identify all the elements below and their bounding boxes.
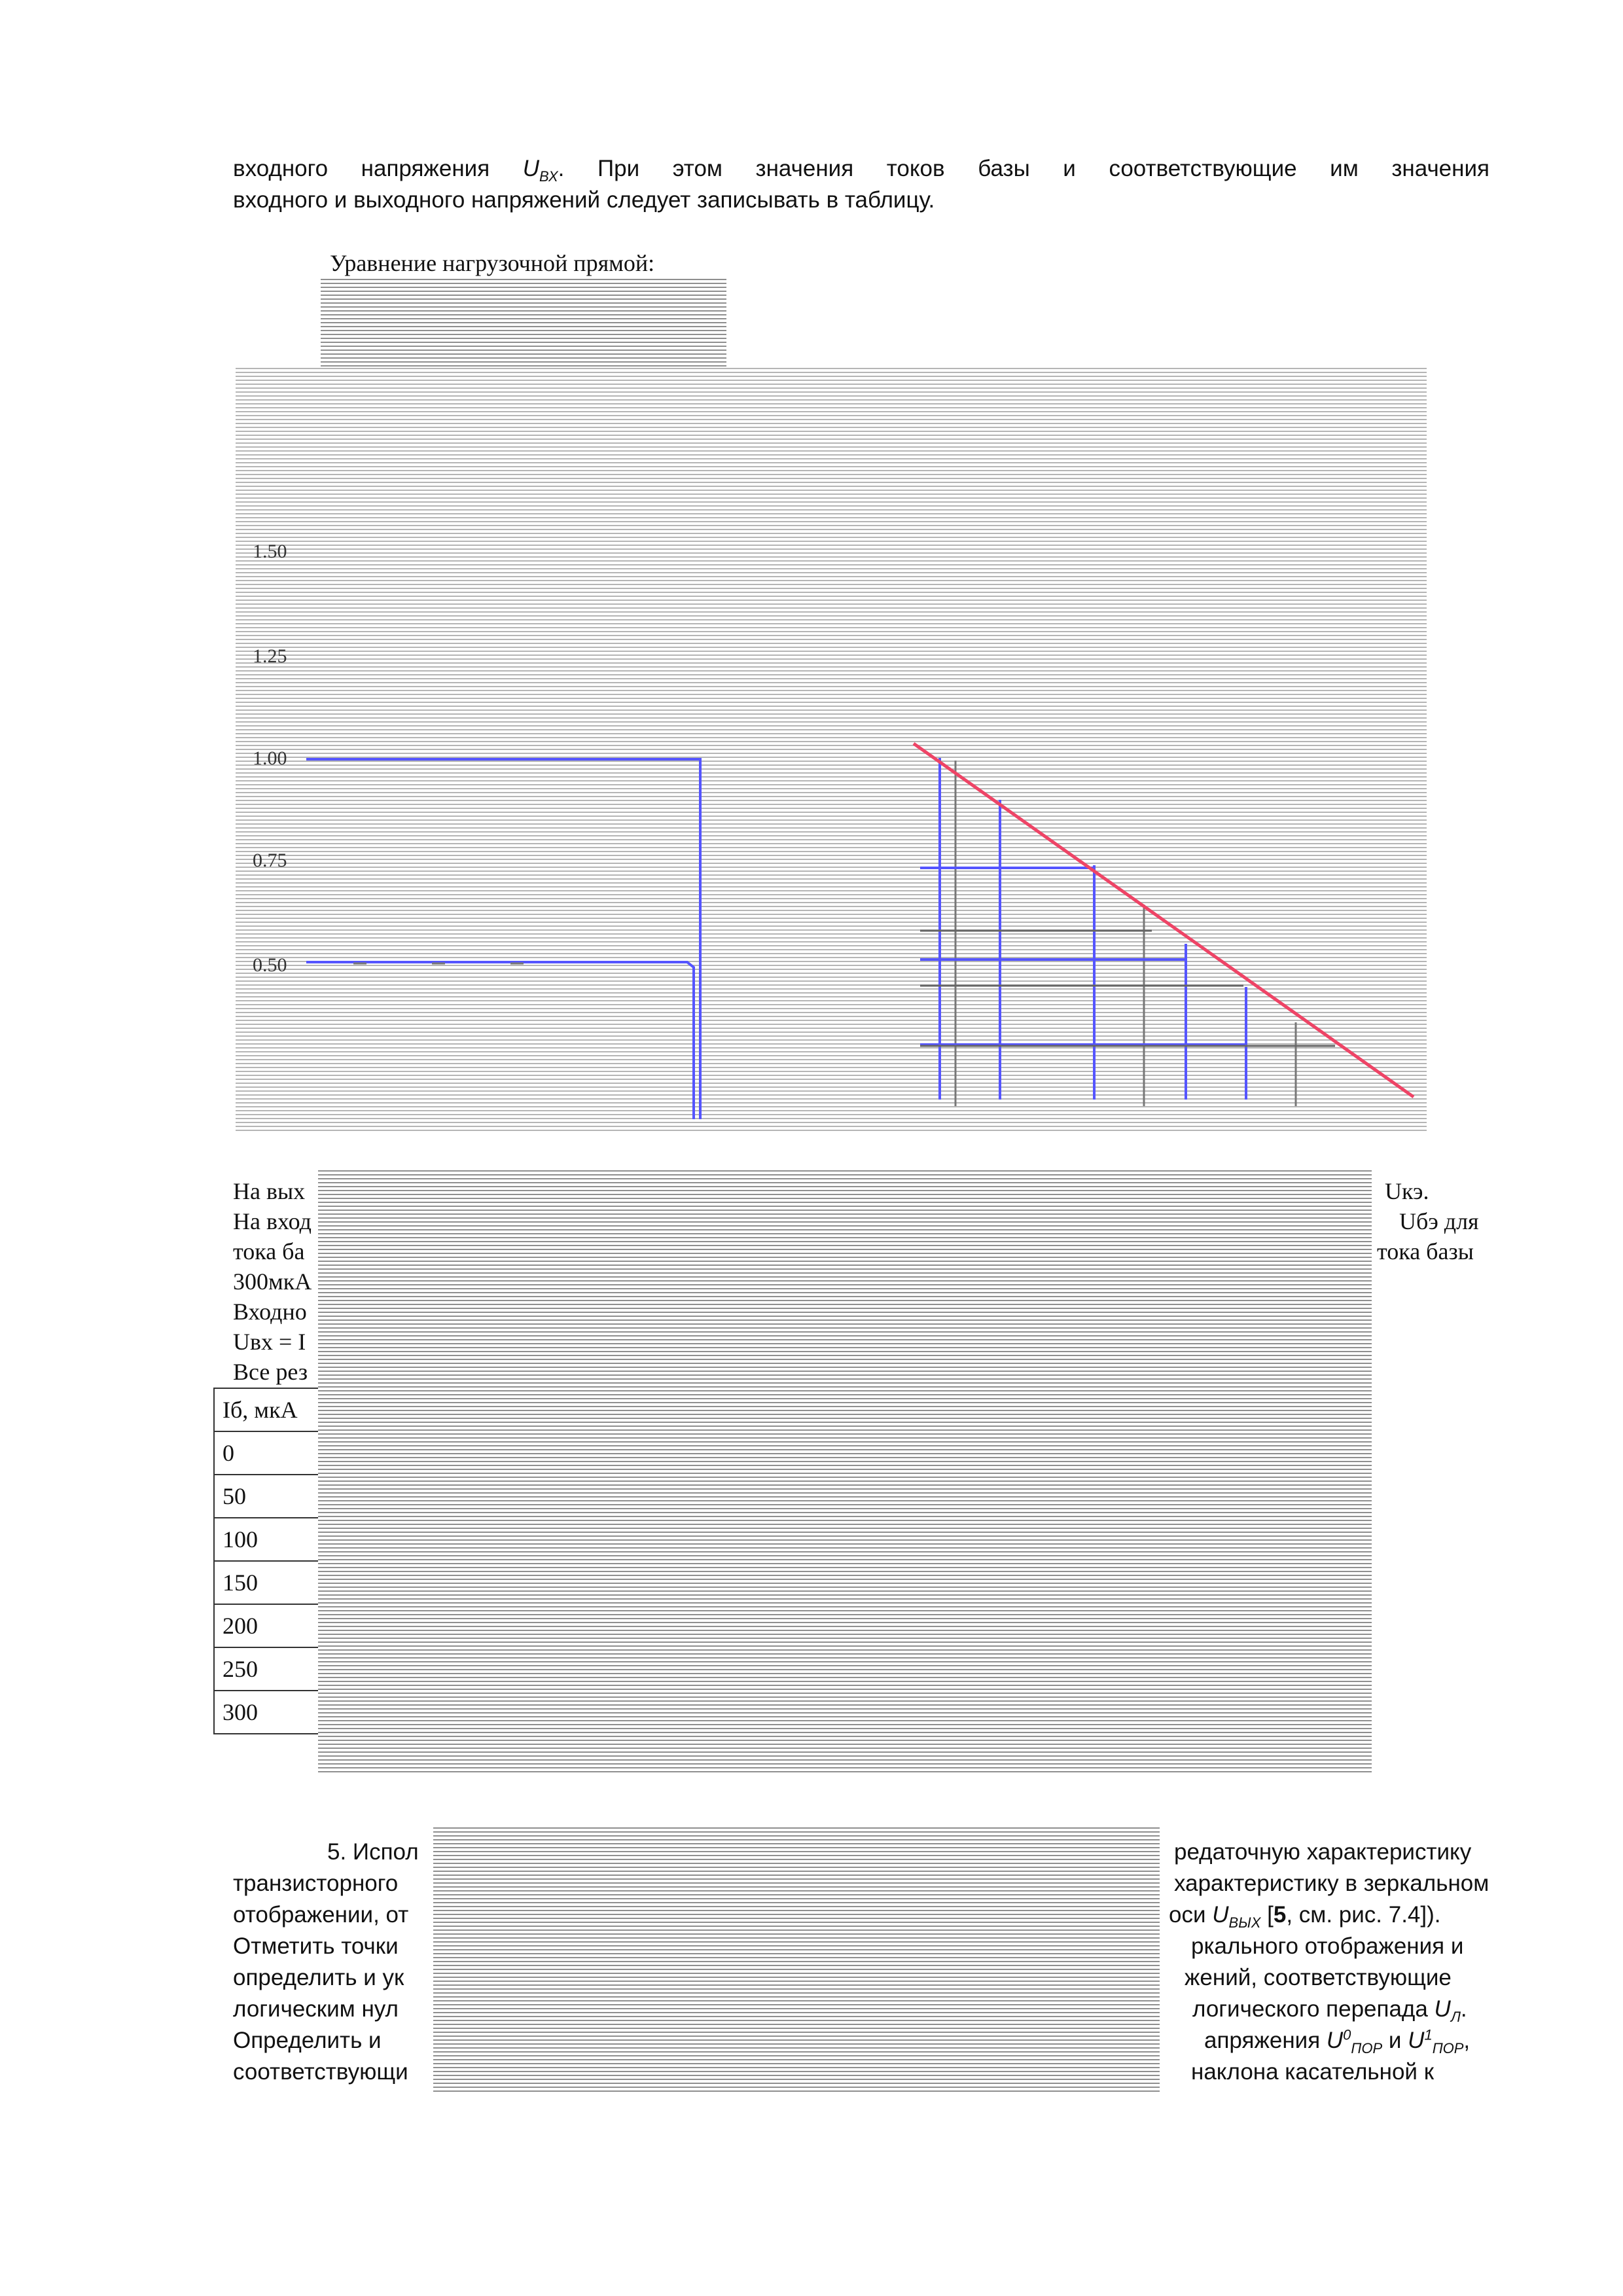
text-line-1-end: Uкэ.	[1385, 1178, 1429, 1204]
item5-line-7-end: апряжения $U^0_{ПОР}$ и $U^1_{ПОР}$,	[1204, 2026, 1471, 2056]
intro-paragraph	[233, 153, 1489, 216]
table-cell: 100	[214, 1518, 325, 1561]
chart-label-1: 1.50	[253, 541, 287, 562]
item5-line-5-start: определить и ук	[233, 1965, 404, 1990]
item5-line-2-start: транзисторного	[233, 1871, 399, 1896]
text-line-7-start: Все рез	[233, 1359, 308, 1385]
text-line-3-start: тока ба	[233, 1238, 305, 1265]
table-cell: 200	[214, 1604, 325, 1647]
chart-label-4: 0.75	[253, 850, 287, 871]
table-row	[214, 1518, 325, 1561]
item5-line-3-end: оси $U_{ВЫХ}$ [5, см. рис. 7.4]).	[1169, 1902, 1441, 1931]
item5-line-2-end: характеристику в зеркальном	[1174, 1871, 1489, 1896]
text-line-1-start: На вых	[233, 1178, 306, 1204]
chart-label-3: 1.00	[253, 747, 287, 769]
item5-line-3-start: отображении, от	[233, 1902, 409, 1928]
text-line-6-start: Uвх = I	[233, 1329, 306, 1355]
table-row	[214, 1691, 325, 1734]
results-table	[213, 1388, 326, 1734]
item5-line-1-end: редаточную характеристику	[1174, 1839, 1472, 1865]
table-row	[214, 1475, 325, 1518]
chart-label-5: 0.50	[253, 954, 287, 976]
chart-label-2: 1.25	[253, 645, 287, 667]
redaction-block-middle	[318, 1170, 1372, 1772]
item5-line-7-start: Определить и	[233, 2028, 382, 2053]
text-line-2-end: Uбэ для	[1399, 1208, 1479, 1234]
item5-line-8-start: соответствующи	[233, 2059, 408, 2085]
load-line-heading: Уравнение нагрузочной прямой:	[330, 250, 655, 276]
text-line-2-start: На вход	[233, 1208, 312, 1234]
text-line-3-end: тока базы	[1377, 1238, 1474, 1265]
var-u-in: $U_{ВХ}$	[522, 156, 558, 185]
output-grid-horizontal-gray	[920, 931, 1335, 1046]
item5-line-6-end: логического перепада $U_Л$.	[1192, 1996, 1467, 2025]
item5-line-4-start: Отметить точки	[233, 1933, 399, 1959]
intro-line-2: входного и выходного напряжений следует записывать в таблицу.	[233, 187, 935, 213]
table-row	[214, 1647, 325, 1691]
intro-line-1: входного напряжения $U_{ВХ}$. При этом значения токов базы и соответствующие им значения	[233, 156, 1489, 185]
item5-line-6-start: логическим нул	[233, 1996, 399, 2022]
table-header-cell: Iб, мкА	[214, 1388, 325, 1431]
redaction-block-bottom	[433, 1827, 1160, 2094]
table-cell: 300	[214, 1691, 325, 1734]
table-cell: 250	[214, 1647, 325, 1691]
table-cell: 150	[214, 1561, 325, 1604]
output-grid-horizontal	[916, 761, 1246, 1045]
table-cell: 0	[214, 1431, 325, 1475]
redacted-equations	[321, 279, 726, 367]
item5-line-1-start: 5. Испол	[327, 1839, 419, 1865]
item5-line-8-end: наклона касательной к	[1191, 2059, 1435, 2085]
output-grid-vertical	[940, 758, 1246, 1100]
item5-line-4-end: ркального отображения и	[1191, 1933, 1464, 1959]
text-line-4-start: 300мкА	[233, 1268, 312, 1295]
input-characteristic-curves	[306, 759, 700, 1119]
table-row	[214, 1604, 325, 1647]
table-cell: 50	[214, 1475, 325, 1518]
item5-line-5-end: жений, соответствующие	[1185, 1965, 1452, 1990]
text-line-5-start: Входно	[233, 1299, 307, 1325]
table-row	[214, 1431, 325, 1475]
transistor-characteristics-figure	[236, 368, 1427, 1132]
table-row	[214, 1561, 325, 1604]
table-header-row	[214, 1388, 325, 1431]
